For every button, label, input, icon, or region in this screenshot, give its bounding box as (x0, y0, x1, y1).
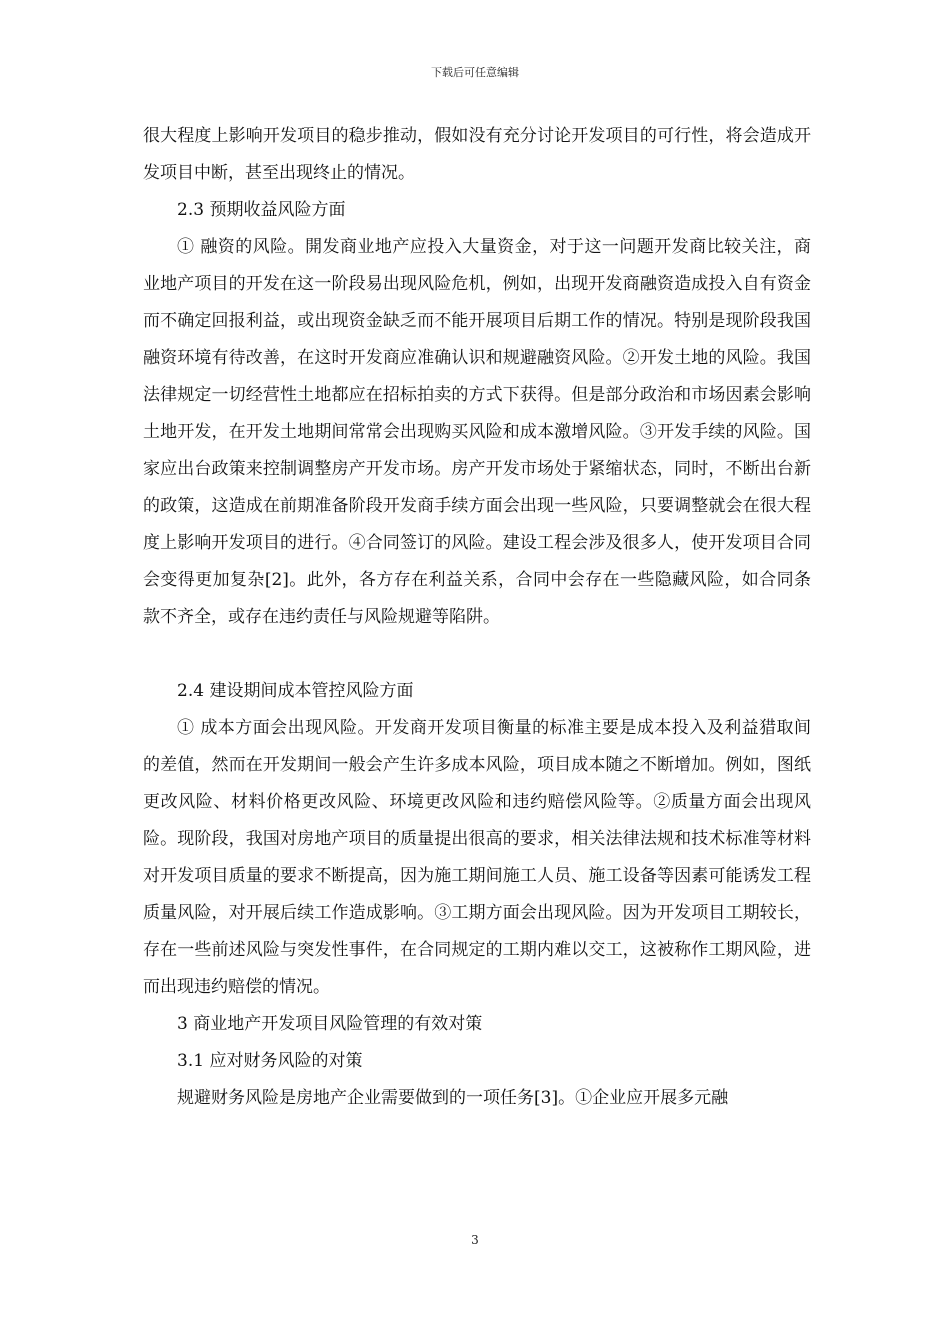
section-heading-2-3: 2.3 预期收益风险方面 (177, 200, 346, 220)
paragraph-financial-risk: 规避财务风险是房地产企业需要做到的一项任务[3]。①企业应开展多元融 (177, 1088, 729, 1108)
section-heading-2-4: 2.4 建设期间成本管控风险方面 (177, 681, 414, 701)
page-header: 下载后可任意编辑 (431, 66, 519, 79)
paragraph-expected-revenue-risk: ① 融资的风险。開发商业地产应投入大量资金，对于这一问题开发商比较关注，商业地产项目的开发在这一阶段易出现风险危机，例如，出现开发商融资造成投入自有资金而不确定回报利益，或出现资金缺乏而不能开展项目后期工作的情况。特别是现阶段我国融资环境有待改善，在这时开发商应准确认识和规避融资风险。②开发土地的风险。我国法律规定一切经营性土地都应在招标拍卖的方式下获得。但是部分政治和市场因素会影响土地开发，在开发土地期间常常会出现购买风险和成本激增风险。③开发手续的风险。国家应出台政策来控制调整房产开发市场。房产开发市场处于紧缩状态，同时，不断出台新的政策，这造成在前期准备阶段开发商手续方面会出现一些风险，只要调整就会在很大程度上影响开发项目的进行。④合同签订的风险。建设工程会涉及很多人，使开发项目合同会变得更加复杂[2]。此外，各方存在利益关系，合同中会存在一些隐藏风险，如合同条款不齐全，或存在违约责任与风险规避等陷阱。 (143, 237, 811, 627)
paragraph-cost-control-risk: ① 成本方面会出现风险。开发商开发项目衡量的标准主要是成本投入及利益猎取间的差值，然而在开发期间一般会产生许多成本风险，项目成本随之不断增加。例如，图纸更改风险、材料价格更改风险、环境更改风险和违约赔偿风险等。②质量方面会出现风险。现阶段，我国对房地产项目的质量提出很高的要求，相关法律法规和技术标准等材料对开发项目质量的要求不断提高，因为施工期间施工人员、施工设备等因素可能诱发工程质量风险，对开展后续工作造成影响。③工期方面会出现风险。因为开发项目工期较长，存在一些前述风险与突发性事件，在合同规定的工期内难以交工，这被称作工期风险，进而出现违约赔偿的情况。 (143, 718, 811, 997)
section-heading-3-1: 3.1 应对财务风险的对策 (177, 1051, 363, 1071)
paragraph-spacer (143, 636, 811, 673)
section-heading-3: 3 商业地产开发项目风险管理的有效对策 (177, 1014, 483, 1034)
paragraph-continuation: 很大程度上影响开发项目的稳步推动，假如没有充分讨论开发项目的可行性，将会造成开发项目中断，甚至出现终止的情况。 (143, 126, 811, 183)
page-number: 3 (471, 1233, 479, 1247)
document-body (143, 118, 811, 1117)
